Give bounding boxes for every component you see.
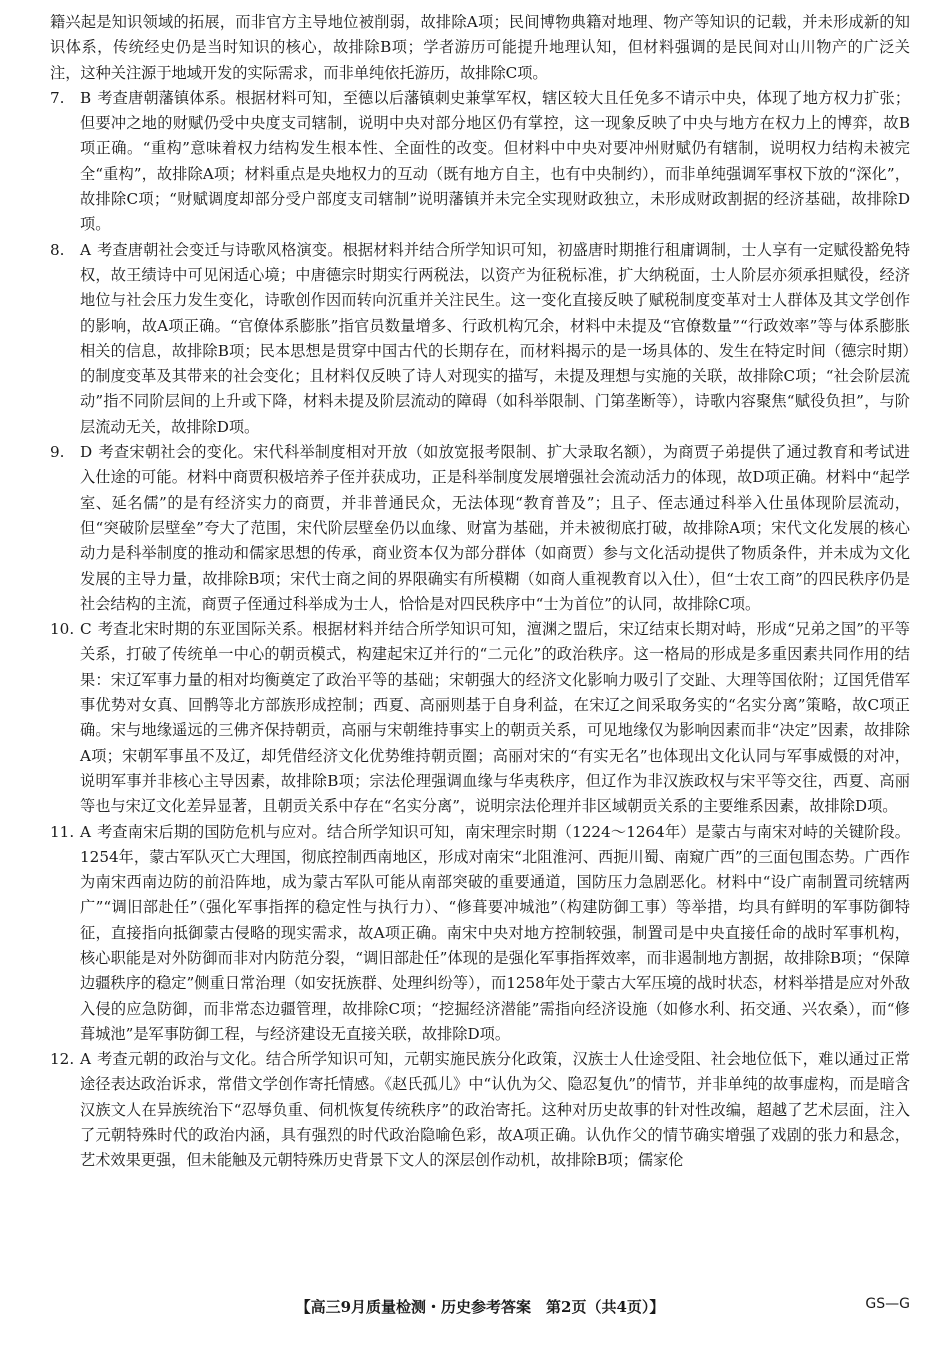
answer-item-8	[50, 238, 910, 440]
item-number: 12.	[50, 1050, 75, 1069]
explanation-text: 考查南宋后期的国防危机与应对。结合所学知识可知，南宋理宗时期（1224～1264年）是蒙古与南宋对峙的关键阶段。1254年，蒙古军队灭亡大理国，彻底控制西南地区，形成对南宋“北阻淮河、西扼川蜀、南窥广西”的三面包围态势。广西作为南宋西南边防的前沿阵地，成为蒙古军队可能从南部突破的重要通道，国防压力急剧恶化。材料中“设广南制置司统辖两广”“调旧部赴任”（强化军事指挥的稳定性与执行力）、“修葺要冲城池”（构建防御工事）等举措，均具有鲜明的军事防御特征，直接指向抵御蒙古侵略的现实需求，故A项正确。南宋中央对地方控制较强，制置司是中央直接任命的战时军事机构，核心职能是对外防御而非对内防范分裂，“调旧部赴任”体现的是强化军事指挥效率，而非遏制地方割据，故排除B项；“保障边疆秩序的稳定”侧重日常治理（如安抚族群、处理纠纷等），而1258年处于蒙古大军压境的战时状态，材料举措是应对外敌入侵的应急防御，而非常态边疆管理，故排除C项；“挖掘经济潜能”需指向经济设施（如修水利、拓交通、兴农桑），而“修葺城池”是军事防御工程，与经济建设无直接关联，故排除D项。	[80, 822, 910, 1043]
explanation-text: 考查唐朝社会变迁与诗歌风格演变。根据材料并结合所学知识可知，初盛唐时期推行租庸调制，士人享有一定赋役豁免特权，故王绩诗中可见闲适心境；中唐德宗时期实行两税法，以资产为征税标准，扩大纳税面，士人阶层亦须承担赋役，经济地位与社会压力发生变化，诗歌创作因而转向沉重并关注民生。这一变化直接反映了赋税制度变革对士人群体及其文学创作的影响，故A项正确。“官僚体系膨胀”指官员数量增多、行政机构冗余，材料中未提及“官僚数量”“行政效率”等与体系膨胀相关的信息，故排除B项；民本思想是贯穿中国古代的长期存在，而材料揭示的是一场具体的、发生在特定时间（德宗时期）的制度变革及其带来的社会变化；且材料仅反映了诗人对现实的描写，未提及理想与实施的关联，故排除C项；“社会阶层流动”指不同阶层间的上升或下降，材料未提及阶层流动的障碍（如科举限制、门第垄断等），诗歌内容聚焦“赋役负担”，与阶层流动无关，故排除D项。	[80, 240, 910, 436]
answer-item-12	[50, 1047, 910, 1173]
explanation-text: 考查唐朝藩镇体系。根据材料可知，至德以后藩镇刺史兼掌军权，辖区较大且任免多不请示中央，体现了地方权力扩张；但要冲之地的财赋仍受中央度支司辖制，说明中央对部分地区仍有掌控，这一现象反映了中央与地方在权力上的博弈，故B项正确。“重构”意味着权力结构发生根本性、全面性的改变。但材料中中央对要冲州财赋仍有辖制，说明权力结构未被完全“重构”，故排除A项；材料重点是央地权力的互动（既有地方自主，也有中央制约），而非单纯强调军事权下放的“深化”，故排除C项；“财赋调度却部分受户部度支司辖制”说明藩镇并未完全实现财政独立，未形成财政割据的经济基础，故排除D项。	[80, 88, 910, 234]
explanation-text: 考查元朝的政治与文化。结合所学知识可知，元朝实施民族分化政策，汉族士人仕途受阻、社会地位低下，难以通过正常途径表达政治诉求，常借文学创作寄托情感。《赵氏孤儿》中“认仇为父、隐忍复仇”的情节，并非单纯的故事虚构，而是暗含汉族文人在异族统治下“忍辱负重、伺机恢复传统秩序”的政治寄托。这种对历史故事的针对性改编，超越了艺术层面，注入了元朝特殊时代的政治内涵，具有强烈的时代政治隐喻色彩，故A项正确。认仇作父的情节确实增强了戏剧的张力和悬念，艺术效果更强，但未能触及元朝特殊历史背景下文人的深层创作动机，故排除B项；儒家伦	[80, 1050, 910, 1170]
explanation-text: 考查北宋时期的东亚国际关系。根据材料并结合所学知识可知，澶渊之盟后，宋辽结束长期对峙，形成“兄弟之国”的平等关系，打破了传统单一中心的朝贡模式，构建起宋辽并行的“二元化”的政治秩序。这一格局的形成是多重因素共同作用的结果：宋辽军事力量的相对均衡奠定了政治平等的基础；宋朝强大的经济文化影响力吸引了交趾、大理等国依附；辽国凭借军事优势对女真、回鹘等北方部族形成控制；西夏、高丽则基于自身利益，在宋辽之间采取务实的“名实分离”策略，故C项正确。宋与地缘遥远的三佛齐保持朝贡，高丽与宋朝维持事实上的朝贡关系，可见地缘仅为影响因素而非“决定”因素，故排除A项；宋朝军事虽不及辽，却凭借经济文化优势维持朝贡圈；高丽对宋的“有实无名”也体现出文化认同与军事威慑的对冲，说明军事并非核心主导因素，故排除B项；宗法伦理强调血缘与华夷秩序，但辽作为非汉族政权与宋平等交往，西夏、高丽等也与宋辽文化差异显著，且朝贡关系中存在“名实分离”，说明宗法伦理并非区域朝贡关系的主要维系因素，故排除D项。	[80, 620, 910, 816]
answer-letter: A	[80, 1050, 91, 1069]
answer-letter: C	[80, 620, 92, 639]
answer-item-9	[50, 440, 910, 617]
item-number: 7.	[50, 88, 65, 107]
answer-letter: A	[80, 822, 91, 841]
intro-paragraph: 籍兴起是知识领域的拓展，而非官方主导地位被削弱，故排除A项；民间博物典籍对地理、物产等知识的记载，并未形成新的知识体系，传统经史仍是当时知识的核心，故排除B项；学者游历可能提升地理认知，但材料强调的是民间对山川物产的广泛关注，这种关注源于地域开发的实际需求，而非单纯依托游历，故排除C项。	[50, 13, 910, 82]
answer-letter: D	[80, 443, 93, 462]
answer-item-7	[50, 86, 910, 238]
footer-code: GS—G	[865, 1296, 910, 1312]
item-number: 9.	[50, 443, 65, 462]
page-footer	[50, 1296, 910, 1322]
answer-letter: B	[80, 88, 92, 107]
answer-item-11	[50, 820, 910, 1048]
explanation-text: 考查宋朝社会的变化。宋代科举制度相对开放（如放宽报考限制、扩大录取名额），为商贾子弟提供了通过教育和考试进入仕途的可能。材料中商贾积极培养子侄并获成功，正是科举制度发展增强社会流动活力的体现，故D项正确。材料中“起学室、延名儒”的是有经济实力的商贾，并非普通民众，无法体现“教育普及”；且子、侄志通过科举入仕虽体现阶层流动，但“突破阶层壁垒”夸大了范围，宋代阶层壁垒仍以血缘、财富为基础，并未被彻底打破，故排除A项；宋代文化发展的核心动力是科举制度的推动和儒家思想的传承，商业资本仅为部分群体（如商贾）参与文化活动提供了物质条件，并未成为文化发展的主导力量，故排除B项；宋代士商之间的界限确实有所模糊（如商人重视教育以入仕），但“士农工商”的四民秩序仍是社会结构的主流，商贾子侄通过科举成为士人，恰恰是对四民秩序中“士为首位”的认同，故排除C项。	[80, 443, 910, 613]
answer-item-10	[50, 617, 910, 819]
answer-page	[50, 10, 910, 1174]
footer-title: 【高三9月质量检测・历史参考答案 第2页（共4页）】	[295, 1298, 665, 1316]
answer-letter: A	[80, 240, 91, 259]
item-number: 8.	[50, 240, 65, 259]
item-number: 10.	[50, 620, 75, 639]
item-number: 11.	[50, 822, 75, 841]
